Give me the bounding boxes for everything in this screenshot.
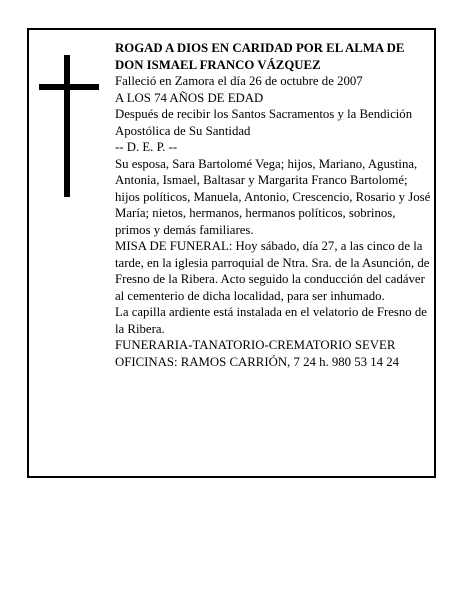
cross-vertical-bar — [64, 55, 70, 197]
obituary-text — [115, 40, 431, 370]
death-info: Falleció en Zamora el día 26 de octubre de 2007 — [115, 74, 363, 88]
funeral-mass-info: MISA DE FUNERAL: Hoy sábado, día 27, a las cinco de la tarde, en la iglesia parroquial de Ntra. Sra. de la Asunción, de Fresno de la Ribera. Acto seguido la conducción del cadáver al cementerio de dicha localidad, para ser inhumado. — [115, 239, 430, 303]
chapel-info: La capilla ardiente está instalada en el velatorio de Fresno de la Ribera. — [115, 305, 427, 336]
deceased-name: DON ISMAEL FRANCO VÁZQUEZ — [115, 57, 321, 72]
family-list: Su esposa, Sara Bartolomé Vega; hijos, Mariano, Agustina, Antonia, Ismael, Baltasar y Margarita Franco Bartolomé; hijos políticos, Manuela, Antonio, Crescencio, Rosario y José María; nietos, hermanos, hermanos políticos, sobrinos, primos y demás familiares. — [115, 156, 431, 237]
age-at-death: A LOS 74 AÑOS DE EDAD — [115, 90, 264, 105]
cross-horizontal-bar — [39, 84, 99, 90]
rest-in-peace: -- D. E. P. -- — [115, 140, 178, 154]
offices-contact: OFICINAS: RAMOS CARRIÓN, 7 24 h. 980 53 14 24 — [115, 354, 400, 369]
funeral-home: FUNERARIA-TANATORIO-CREMATORIO SEVER — [115, 338, 396, 352]
sacraments-note: Después de recibir los Santos Sacramentos y la Bendición Apostólica de Su Santidad — [115, 107, 413, 138]
heading-prayer: ROGAD A DIOS EN CARIDAD POR EL ALMA DE — [115, 41, 405, 55]
cross-icon — [39, 55, 99, 197]
